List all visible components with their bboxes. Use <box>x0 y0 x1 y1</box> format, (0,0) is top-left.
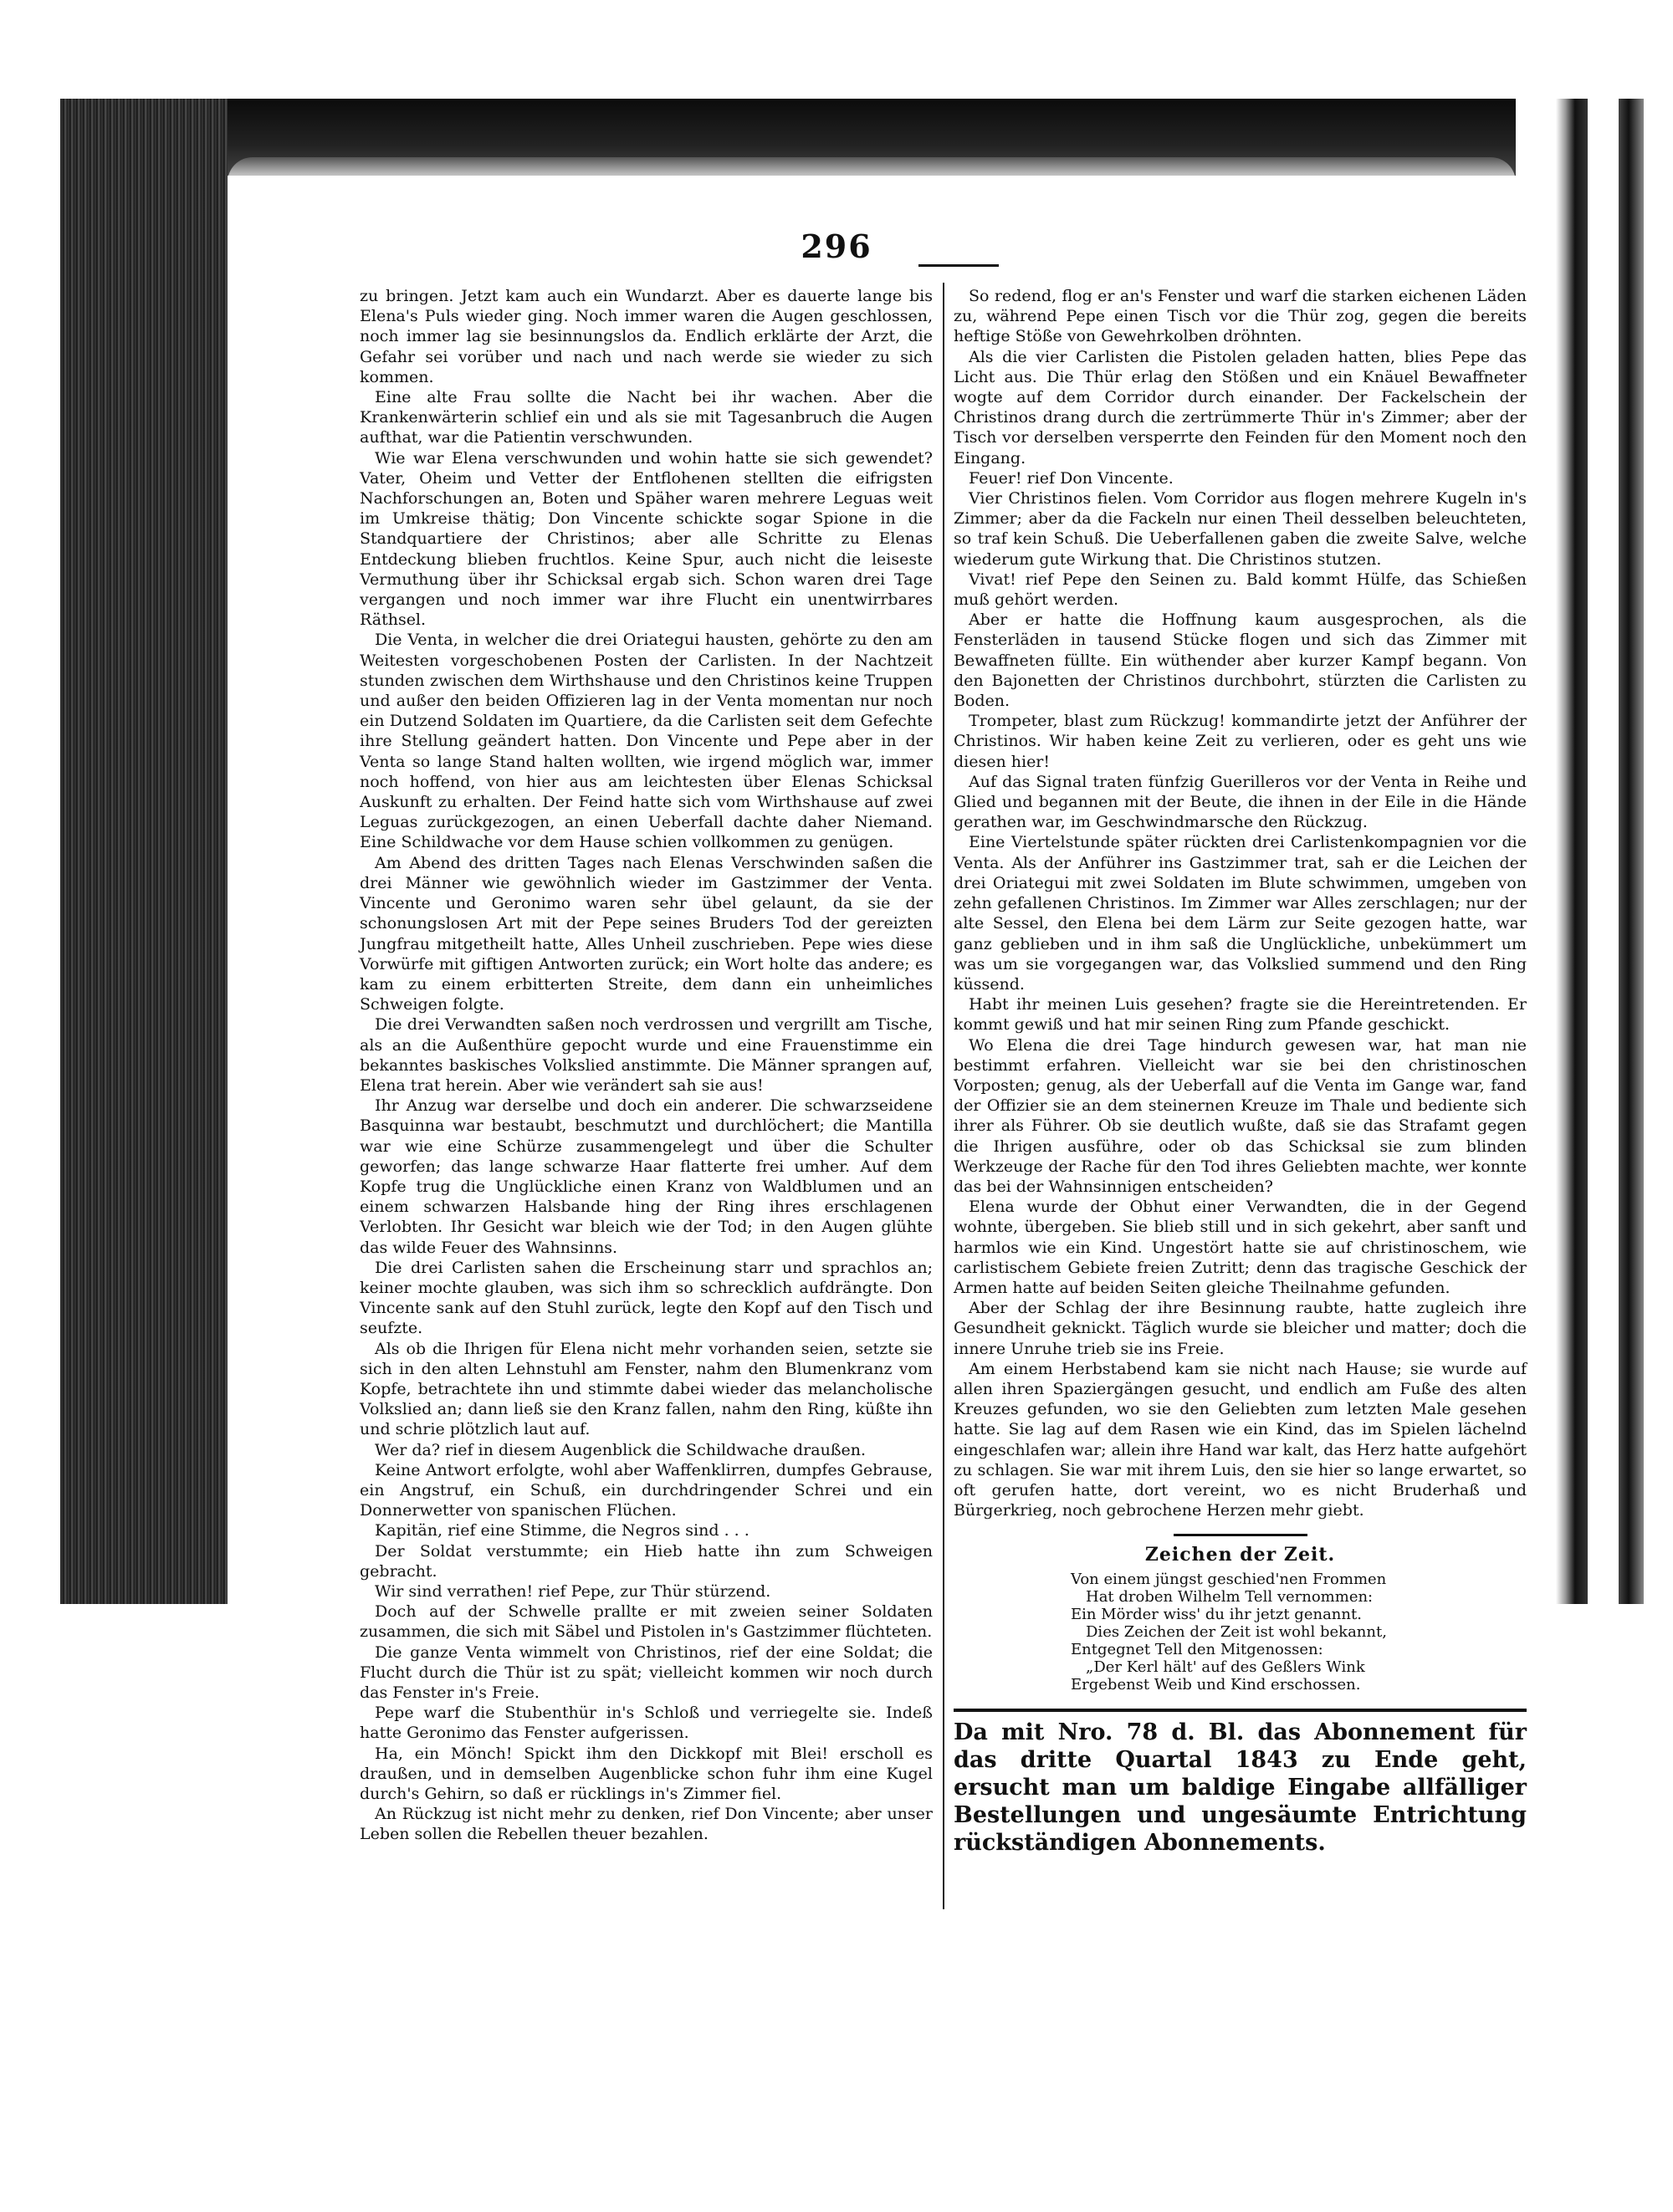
paragraph: Ihr Anzug war derselbe und doch ein anderer. Die schwarzseidene Basquinna war bestaubt, beschmutzt und durchlöchert; die Mantilla war wie eine Schürze zusammengelegt und über die Schulter geworfen; das lange schwarze Haar flatterte frei umher. Auf dem Kopfe trug die Unglückliche einen Kranz von Waldblumen und an einem schwarzen Halsbande hing der Ring ihres erschlagenen Verlobten. Ihr Gesicht war bleich wie der Tod; in den Augen glühte das wilde Feuer des Wahnsinns. <box>360 1096 933 1257</box>
paragraph: Wo Elena die drei Tage hindurch gewesen war, hat man nie bestimmt erfahren. Vielleicht war sie bei den christinoschen Vorposten; genug, als der Ueberfall auf die Venta im Gange war, fand der Offizier sie an dem steinernen Kreuze im Thale und bediente sich ihrer als Führer. Ob sie deutlich wußte, daß sie das Strafamt gegen die Ihrigen ausführe, oder ob das Schicksal sie zum blinden Werkzeuge der Rache für den Tod ihres Geliebten machte, wer konnte das bei der Wahnsinnigen entscheiden? <box>954 1035 1527 1196</box>
paragraph: Die drei Verwandten saßen noch verdrossen und vergrillt am Tische, als an die Außenthüre gepocht wurde und eine Frauenstimme ein bekanntes baskisches Volkslied anstimmte. Die Männer sprangen auf, Elena trat herein. Aber wie verändert sah sie aus! <box>360 1015 933 1095</box>
paragraph: Eine alte Frau sollte die Nacht bei ihr wachen. Aber die Krankenwärterin schlief ein und als sie mit Tagesanbruch die Augen aufthat, war die Patientin verschwunden. <box>360 388 933 447</box>
paragraph: Am einem Herbstabend kam sie nicht nach Hause; sie wurde auf allen ihren Spaziergängen gesucht, und endlich am Fuße des alten Kreuzes gefunden, wo sie den Geliebten zum letzten Male gesehen hatte. Sie lag auf dem Rasen wie ein Kind, das im Spielen lächelnd eingeschlafen war; allein ihre Hand war kalt, das Herz hatte aufgehört zu schlagen. Sie war mit ihrem Luis, den sie hier so lange erwartet, so oft gerufen hatte, dort vereint, wo es nicht Bruderhaß und Bürgerkrieg, noch gebrochene Herzen mehr giebt. <box>954 1359 1527 1520</box>
book-spine-right <box>1619 99 1644 1604</box>
paragraph: Die drei Carlisten sahen die Erscheinung starr und sprachlos an; keiner mochte glauben, was sich ihm so schrecklich aufdrängte. Don Vincente sank auf den Stuhl zurück, legte den Kopf auf den Tisch und seufzte. <box>360 1258 933 1338</box>
paragraph: zu bringen. Jetzt kam auch ein Wundarzt. Aber es dauerte lange bis Elena's Puls wieder ging. Noch immer waren die Augen geschlossen, noch immer lag sie besinnungslos da. Endlich erklärte der Arzt, die Gefahr sei vorüber und nach und nach werde sie wieder zu sich kommen. <box>360 287 933 386</box>
paragraph: Trompeter, blast zum Rückzug! kommandirte jetzt der Anführer der Christinos. Wir haben keine Zeit zu verlieren, oder es geht uns wie diesen hier! <box>954 712 1527 771</box>
paragraph: Wie war Elena verschwunden und wohin hatte sie sich gewendet? Vater, Oheim und Vetter der Entflohenen stellten die eifrigsten Nachforschungen an, Boten und Späher waren mehrere Leguas weit im Umkreise thätig; Don Vincente schickte sogar Spione in die Standquartiere der Christinos; aber alle Schritte zu Elenas Entdeckung blieben fruchtlos. Keine Spur, auch nicht die leiseste Vermuthung über ihr Schicksal ergab sich. Schon waren drei Tage vergangen und noch immer war ihre Flucht ein unentwirrbares Räthsel. <box>360 448 933 630</box>
book-page-edges-left <box>60 99 228 1604</box>
column-divider <box>943 283 944 1909</box>
paragraph: Vivat! rief Pepe den Seinen zu. Bald kommt Hülfe, das Schießen muß gehört werden. <box>954 570 1527 610</box>
poem-line: „Der Kerl hält' auf des Geßlers Wink <box>1086 1658 1365 1676</box>
paragraph: Der Soldat verstummte; ein Hieb hatte ihn zum Schweigen gebracht. <box>360 1541 933 1581</box>
paragraph: An Rückzug ist nicht mehr zu denken, rief Don Vincente; aber unser Leben sollen die Rebellen theuer bezahlen. <box>360 1805 933 1844</box>
paragraph: Auf das Signal traten fünfzig Guerilleros vor der Venta in Reihe und Glied und begannen mit der Beute, die ihnen in der Eile in die Hände gerathen war, im Geschwindmarsche den Rückzug. <box>954 772 1527 832</box>
paragraph: So redend, flog er an's Fenster und warf die starken eichenen Läden zu, während Pepe einen Tisch vor die Thür zog, gegen die bereits heftige Stöße von Gewehrkolben dröhnten. <box>954 287 1527 346</box>
book-top-shadow <box>60 99 1516 176</box>
paragraph: Die ganze Venta wimmelt von Christinos, rief der eine Soldat; die Flucht durch die Thür ist zu spät; vielleicht kommen wir noch durch das Fenster in's Freie. <box>360 1642 933 1703</box>
paragraph: Aber er hatte die Hoffnung kaum ausgesprochen, als die Fensterläden in tausend Stücke flogen und sich das Zimmer mit Bewaffneten füllte. Ein wüthender aber kurzer Kampf begann. Von den Bajonetten der Christinos durchbohrt, stürzten die Carlisten zu Boden. <box>954 610 1527 711</box>
paragraph: Elena wurde der Obhut einer Verwandten, die in der Gegend wohnte, übergeben. Sie blieb still und in sich gekehrt, aber sanft und harmlos wie ein Kind. Ungestört hatte sie auf christinoschem, wie carlistischem Gebiete freien Zutritt; denn das tragische Geschick der Armen hatte auf beiden Seiten gleiche Theilnahme gefunden. <box>954 1198 1527 1297</box>
poem-line: Von einem jüngst geschied'nen Frommen <box>1071 1570 1387 1588</box>
right-column <box>954 286 1527 1857</box>
right-paragraphs <box>954 286 1527 1520</box>
poem-line: Dies Zeichen der Zeit ist wohl bekannt, <box>1086 1622 1387 1641</box>
paragraph: Am Abend des dritten Tages nach Elenas Verschwinden saßen die drei Männer wie gewöhnlich wieder im Gastzimmer der Venta. Vincente und Geronimo waren sehr übel gelaunt, da sie der schonungslosen Art mit der Pepe seines Bruders Tod der gereizten Jungfrau mitgetheilt hatte, Alles Unheil zuschrieben. Pepe wies diese Vorwürfe mit giftigen Antworten zurück; ein Wort holte das andere; es kam zu einem erbitterten Streite, dem dann ein unheimliches Schweigen folgte. <box>360 853 933 1014</box>
paragraph: Die Venta, in welcher die drei Oriategui hausten, gehörte zu den am Weitesten vorgeschobenen Posten der Carlisten. In der Nachtzeit stunden zwischen dem Wirthshause und den Christinos keine Truppen und außer den beiden Offizieren lag in der Venta momentan nur noch ein Dutzend Soldaten im Quartiere, da die Carlisten seit dem Gefechte ihre Stellung geändert hatten. Don Vincente und Pepe aber in der Venta so lange Stand halten wollten, wie irgend möglich war, immer noch hoffend, von hier aus am leichtesten über Elenas Schicksal Auskunft zu erhalten. Der Feind hatte sich vom Wirthshause auf zwei Leguas zurückgezogen, an einen Ueberfall dachte daher Niemand. Eine Schildwache vor dem Hause schien vollkommen zu genügen. <box>360 631 933 852</box>
poem-line: Entgegnet Tell den Mitgenossen: <box>1071 1640 1323 1658</box>
poem-line: Ein Mörder wiss' du ihr jetzt genannt. <box>1071 1605 1362 1623</box>
paragraph: Kapitän, rief eine Stimme, die Negros sind . . . <box>375 1521 750 1540</box>
paragraph: Ha, ein Mönch! Spickt ihm den Dickkopf mit Blei! erscholl es draußen, und in demselben Augenblicke schon fuhr ihm eine Kugel durch's Gehirn, so daß er rücklings in's Zimmer fiel. <box>360 1744 933 1804</box>
paragraph: Wir sind verrathen! rief Pepe, zur Thür stürzend. <box>375 1582 771 1601</box>
section-title: Zeichen der Zeit. <box>1144 1544 1336 1566</box>
left-column <box>360 286 933 1845</box>
paragraph: Als die vier Carlisten die Pistolen geladen hatten, blies Pepe das Licht aus. Die Thür erlag den Stößen und ein Knäuel Bewaffneter wogte auf dem Corridor durch einander. Der Fackelschein der Christinos drang durch die zertrümmerte Thür in's Zimmer; aber der Tisch vor derselben versperrte den Feinden für den Moment noch den Eingang. <box>954 347 1527 467</box>
subscription-notice: Da mit Nro. 78 d. Bl. das Abonnement für das dritte Quartal 1843 zu Ende geht, ersucht man um baldige Eingabe allfälliger Bestellungen und ungesäumte Entrichtung rückständigen Abonnements. <box>954 1709 1527 1857</box>
poem-line: Hat droben Wilhelm Tell vernommen: <box>1086 1587 1374 1606</box>
page-number: 296 <box>801 227 872 265</box>
paragraph: Pepe warf die Stubenthür in's Schloß und verriegelte sie. Indeß hatte Geronimo das Fenster aufgerissen. <box>360 1704 933 1743</box>
paragraph: Wer da? rief in diesem Augenblick die Schildwache draußen. <box>375 1440 867 1459</box>
book-page-edge-right <box>1556 99 1588 1604</box>
paragraph: Doch auf der Schwelle prallte er mit zweien seiner Soldaten zusammen, die sich mit Säbel und Pistolen in's Gastzimmer flüchteten. <box>360 1602 933 1642</box>
paragraph: Vier Christinos fielen. Vom Corridor aus flogen mehrere Kugeln in's Zimmer; aber da die Fackeln nur einen Theil desselben beleuchteten, so traf kein Schuß. Die Ueberfallenen gaben die zweite Salve, welche wiederum gute Wirkung that. Die Christinos stutzen. <box>954 489 1527 569</box>
page-number-rule <box>918 264 999 267</box>
paragraph: Keine Antwort erfolgte, wohl aber Waffenklirren, dumpfes Gebrause, ein Angstruf, ein Schuß, ein durchdringender Schrei und ein Donnerwetter von spanischen Flüchen. <box>360 1460 933 1520</box>
paragraph: Als ob die Ihrigen für Elena nicht mehr vorhanden seien, setzte sie sich in den alten Lehnstuhl am Fenster, nahm den Blumenkranz vom Kopfe, betrachtete ihn und stimmte dabei wieder das melancholische Volkslied an; dann ließ sie den Kranz fallen, nahm den Ring, küßte ihn und schrie plötzlich laut auf. <box>360 1339 933 1439</box>
paragraph: Feuer! rief Don Vincente. <box>969 468 1174 488</box>
poem-line: Ergebenst Weib und Kind erschossen. <box>1071 1675 1361 1693</box>
paragraph: Aber der Schlag der ihre Besinnung raubte, hatte zugleich ihre Gesundheit geknickt. Täglich wurde sie bleicher und matter; doch die innere Unruhe trieb sie ins Freie. <box>954 1299 1527 1358</box>
section-rule <box>1174 1534 1307 1536</box>
poem <box>1071 1571 1527 1693</box>
paragraph: Eine Viertelstunde später rückten drei Carlistenkompagnien vor die Venta. Als der Anführer ins Gastzimmer trat, sah er die Leichen der drei Oriategui mit zwei Soldaten im Blute schwimmen, umgeben von zehn gefallenen Christinos. Im Zimmer war Alles zerschlagen; nur der alte Sessel, den Elena bei dem Lärm zur Seite gezogen hatte, war ganz geblieben und in ihm saß die Unglückliche, unbekümmert um was um sie vorgegangen war, das Volkslied summend und den Ring küssend. <box>954 833 1527 994</box>
paragraph: Habt ihr meinen Luis gesehen? fragte sie die Hereintretenden. Er kommt gewiß und hat mir seinen Ring zum Pfande geschickt. <box>954 995 1527 1034</box>
